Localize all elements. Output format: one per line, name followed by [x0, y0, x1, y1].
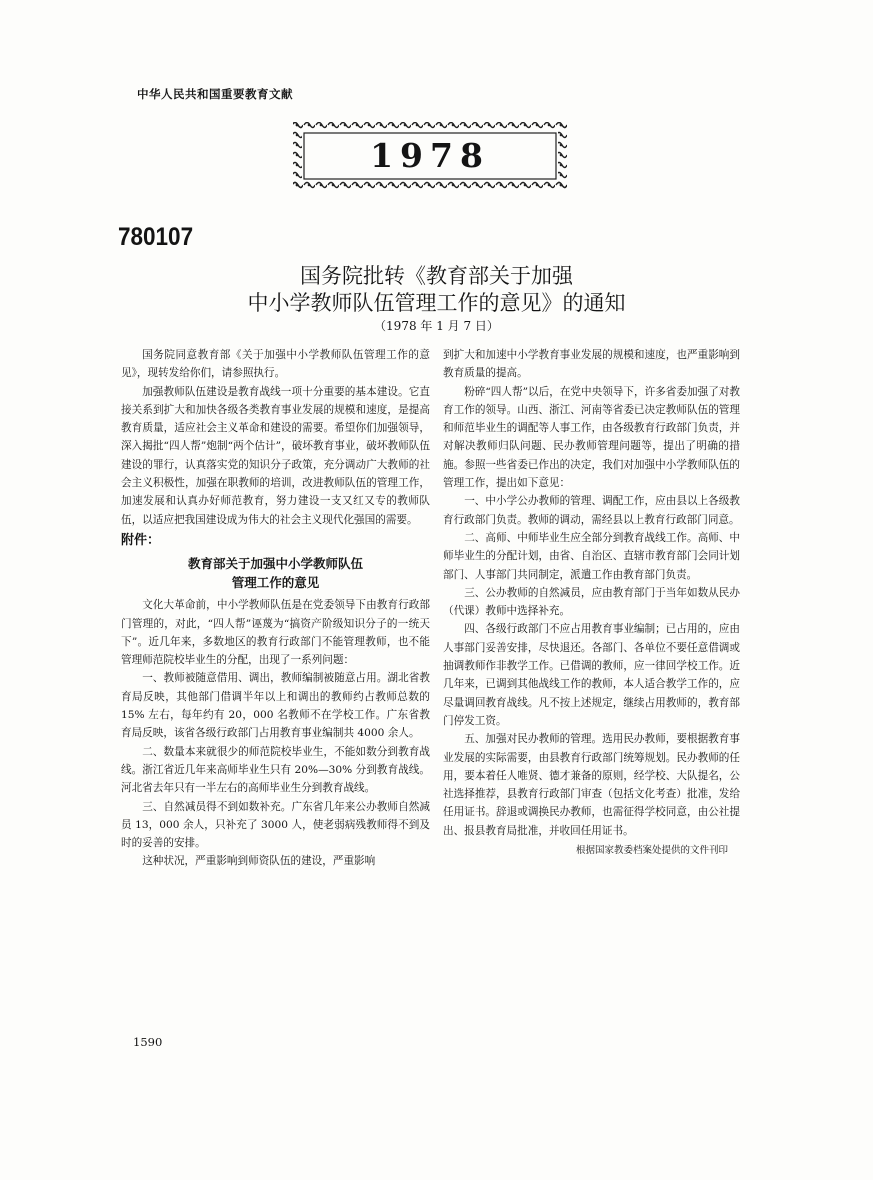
annex-title	[121, 554, 430, 592]
document-number: 780107	[118, 223, 194, 251]
year-heading: 1978	[370, 136, 490, 175]
document-title-line-1: 国务院批转《教育部关于加强	[300, 264, 573, 288]
document-date: （1978 年 1 月 7 日）	[374, 319, 499, 333]
annex-paragraph: 三、公办教师的自然减员，应由教育部门于当年如数从民办（代课）教师中选择补充。	[443, 586, 740, 618]
right-column	[443, 346, 740, 860]
running-head: 中华人民共和国重要教育文献	[137, 87, 293, 101]
source-note: 根据国家教委档案处提供的文件刊印	[575, 845, 728, 857]
annex-paragraph-continued: 到扩大和加速中小学教育事业发展的规模和速度，也严重影响到教育质量的提高。	[443, 349, 740, 380]
annex-paragraph: 二、数量本来就很少的师范院校毕业生，不能如数分到教育战线。浙江省近几年来高师毕业生只有 20%—30% 分到教育战线。河北省去年只有一半左右的高师毕业生分到教育战线。	[121, 745, 430, 795]
annex-paragraph: 文化大革命前，中小学教师队伍是在党委领导下由教育行政部门管理的，对此，“四人帮”诬蔑为“搞资产阶级知识分子的一统天下”。近几年来，多数地区的教育行政部门不能管理教师，也不能管理师范院校毕业生的分配，出现了一系列问题：	[121, 599, 430, 667]
notice-paragraph: 国务院同意教育部《关于加强中小学教师队伍管理工作的意见》，现转发给你们，请参照执行。	[121, 349, 430, 380]
annex-paragraph: 这种状况，严重影响到师资队伍的建设，严重影响	[142, 855, 376, 868]
page-number: 1590	[133, 1035, 163, 1049]
notice-paragraph: 加强教师队伍建设是教育战线一项十分重要的基本建设。它直接关系到扩大和加快各级各类教育事业发展的规模和速度，是提高教育质量，适应社会主义革命和建设的需要。希望你们加强领导，深入揭批“四人帮”炮制“两个估计”，破坏教育事业，破坏教师队伍建设的罪行，认真落实党的知识分子政策，充分调动广大教师的社会主义积极性，加强在职教师的培训，改进教师队伍的管理工作，加速发展和认真办好师范教育，努力建设一支又红又专的教师队伍，以适应把我国建设成为伟大的社会主义现代化强国的需要。	[121, 385, 430, 526]
annex-label: 附件：	[121, 532, 161, 548]
annex-paragraph: 粉碎“四人帮”以后，在党中央领导下，许多省委加强了对教育工作的领导。山西、浙江、河南等省委已决定教师队伍的管理和师范毕业生的调配等人事工作，由各级教育行政部门负责，并对解决教师归队问题、民办教师管理问题等，提出了明确的措施。参照一些省委已作出的决定，我们对加强中小学教师队伍的管理工作，提出如下意见：	[443, 385, 740, 490]
annex-paragraph: 二、高师、中师毕业生应全部分到教育战线工作。高师、中师毕业生的分配计划，由省、自治区、直辖市教育部门会同计划部门、人事部门共同制定，派遣工作由教育部门负责。	[443, 531, 740, 581]
annex-paragraph: 四、各级行政部门不应占用教育事业编制；已占用的，应由人事部门妥善安排，尽快退还。各部门、各单位不要任意借调或抽调教师作非教学工作。已借调的教师，应一律回学校工作。近几年来，已调到其他战线工作的教师，本人适合教学工作的，应尽量调回教育战线。凡不按上述规定，继续占用教师的，教育部门停发工资。	[443, 623, 740, 727]
annex-title-line-2: 管理工作的意见	[231, 575, 320, 591]
annex-paragraph: 五、加强对民办教师的管理。选用民办教师，要根据教育事业发展的实际需要，由县教育行政部门统筹规划。民办教师的任用，要本着任人唯贤、德才兼备的原则，经学校、大队提名，公社选择推荐，县教育行政部门审查（包括文化考查）批准，发给任用证书。辞退或调换民办教师，也需征得学校同意，由公社提出、报县教育局批准，并收回任用证书。	[443, 733, 740, 837]
annex-title-line-1: 教育部关于加强中小学教师队伍	[187, 556, 363, 572]
left-column	[121, 346, 430, 871]
annex-paragraph: 一、教师被随意借用、调出，教师编制被随意占用。湖北省教育局反映，其他部门借调半年以上和调出的教师约占教师总数的 15% 左右，每年约有 20，000 名教师不在学校工作。广东省教育局反映，该省各级行政部门占用教育事业编制共 4000 余人。	[121, 672, 430, 740]
annex-paragraph: 三、自然减员得不到如数补充。广东省几年来公办教师自然减员 13，000 余人，只补充了 3000 人，使老弱病残教师得不到及时的妥善的安排。	[121, 800, 430, 850]
annex-paragraph: 一、中小学公办教师的管理、调配工作，应由县以上各级教育行政部门负责。教师的调动，需经县以上教育行政部门同意。	[443, 495, 740, 526]
document-title-line-2: 中小学教师队伍管理工作的意见》的通知	[247, 291, 626, 315]
year-banner	[291, 120, 569, 192]
